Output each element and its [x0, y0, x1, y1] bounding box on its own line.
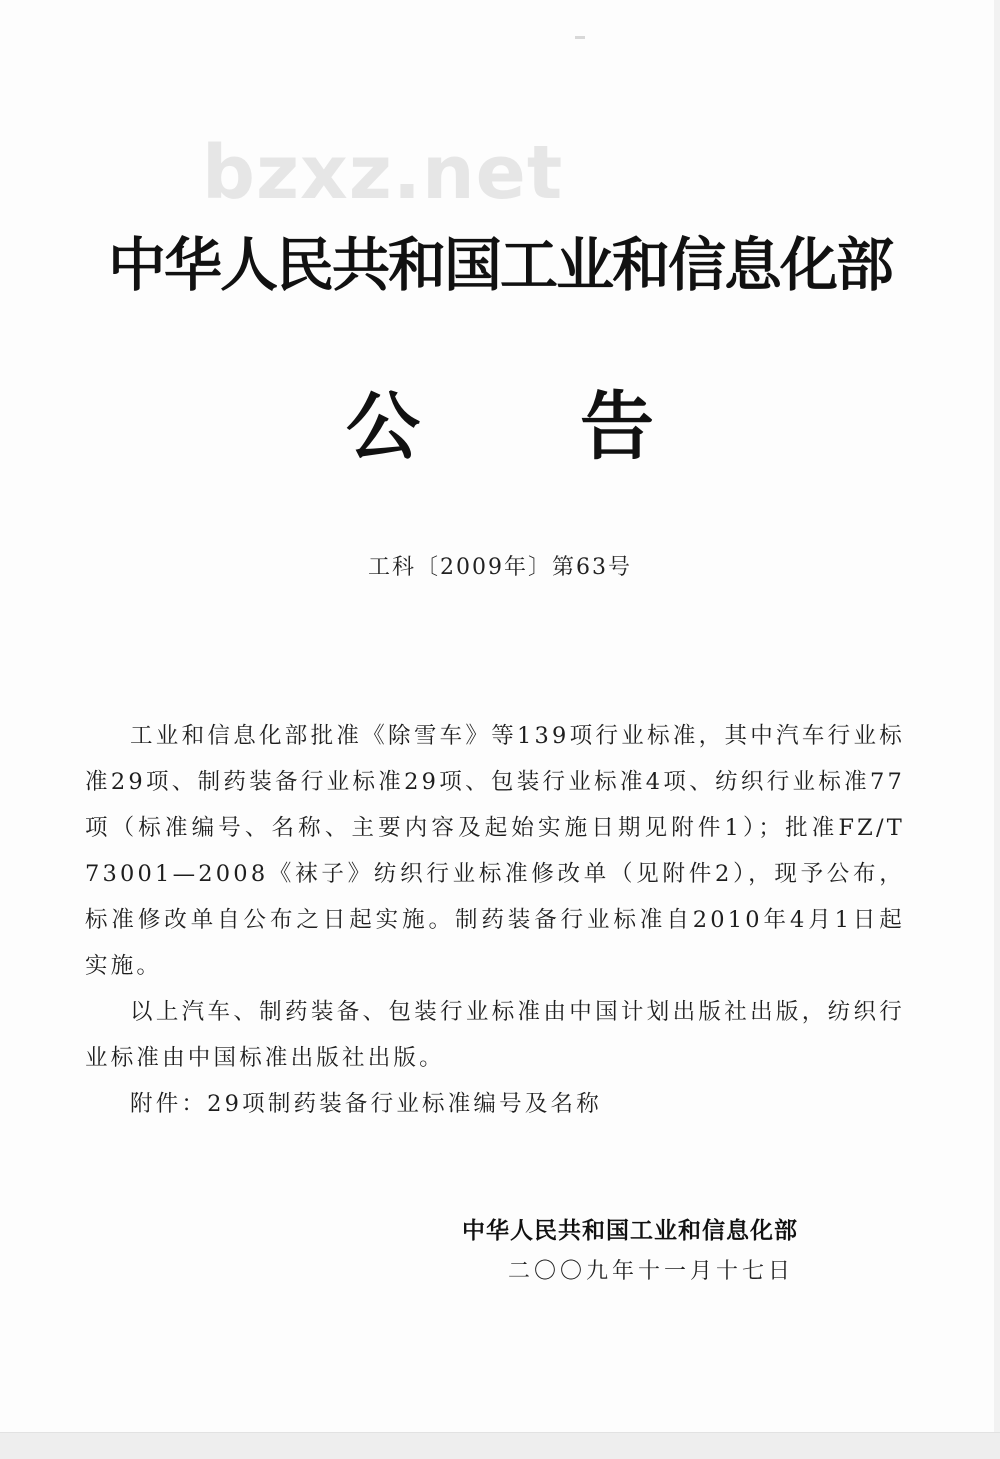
page-edge: [994, 0, 1000, 1459]
signature-date: 二〇〇九年十一月十七日: [508, 1259, 795, 1284]
body-paragraph-1: 工业和信息化部批准《除雪车》等139项行业标准，其中汽车行业标准29项、制药装备行业标准29项、包装行业标准4项、纺织行业标准77项（标准编号、名称、主要内容及起始实施日期见附件1）；批准FZ/T 73001—2008《袜子》纺织行业标准修改单（见附件2），现予公布，标准修改单自公布之日起实施。制药装备行业标准自2010年4月1日起实施。: [85, 723, 905, 979]
watermark: bzxz.net: [202, 130, 564, 216]
notice-title: [0, 384, 1000, 470]
ministry-heading: 中华人民共和国工业和信息化部: [107, 231, 892, 299]
notice-title-char-2: 告: [580, 384, 654, 470]
attachment-line: 附件：29项制药装备行业标准编号及名称: [130, 1091, 602, 1117]
notice-title-char-1: 公: [346, 384, 420, 470]
page-bottom-strip: [0, 1432, 1000, 1459]
notice-body: [85, 713, 905, 1127]
document-number: 工科〔2009年〕第63号: [368, 555, 632, 580]
scan-mark: [575, 36, 585, 39]
body-paragraph-2: 以上汽车、制药装备、包装行业标准由中国计划出版社出版，纺织行业标准由中国标准出版社出版。: [85, 999, 905, 1071]
signature-organization: 中华人民共和国工业和信息化部: [462, 1217, 798, 1244]
